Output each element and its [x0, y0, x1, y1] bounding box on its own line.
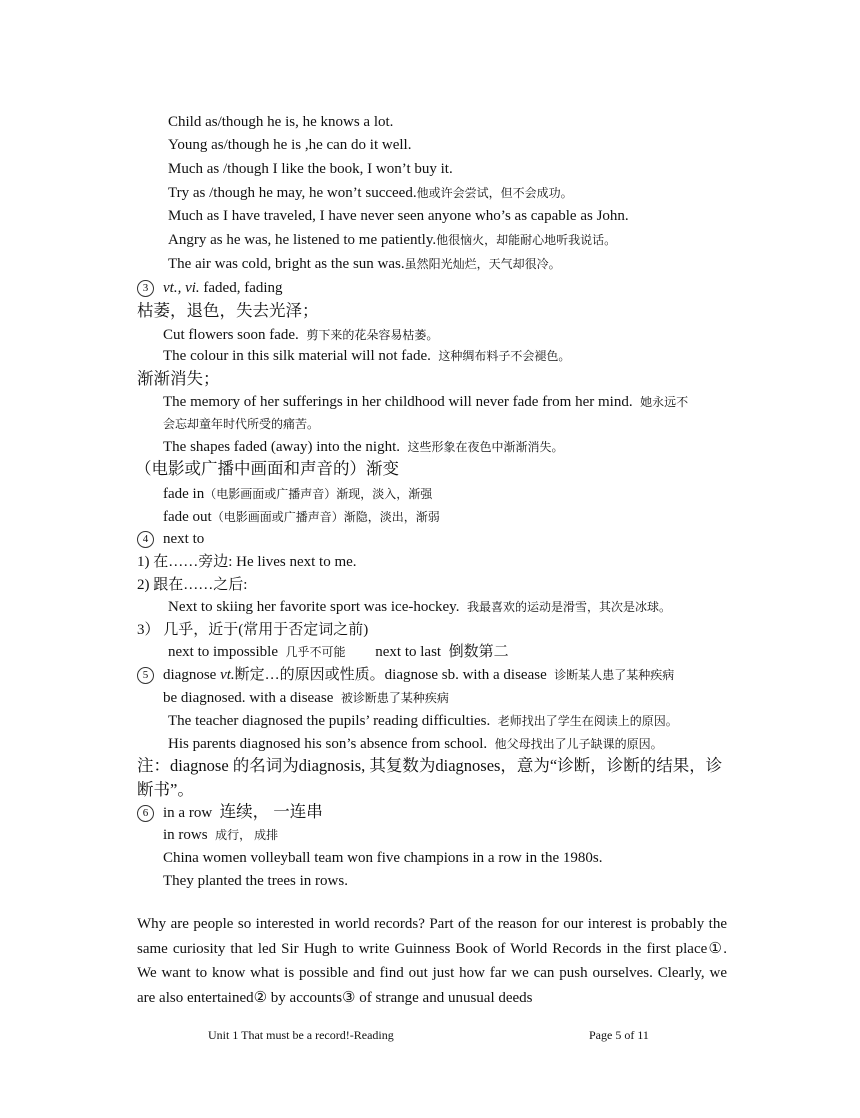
- word-forms: faded, fading: [199, 280, 283, 296]
- example-cn: 这种绸布料子不会褪色。: [438, 349, 571, 363]
- example-line: [168, 183, 573, 203]
- item-6-heading: [137, 802, 323, 823]
- sense-heading: （电影或广播中画面和声音的）渐变: [135, 459, 399, 478]
- example-line: Child as/though he is, he knows a lot.: [168, 114, 394, 130]
- example-line: [168, 734, 663, 754]
- example-cn: 倒数第二: [448, 644, 509, 660]
- item-4-heading: [137, 529, 204, 549]
- example-cn: 几乎不可能: [285, 645, 346, 659]
- example-en: The teacher diagnosed the pupils’ reading difficulties.: [168, 713, 491, 729]
- example-cn: 虽然阳光灿烂，天气却很冷。: [404, 257, 561, 271]
- example-en: Try as /though he may, he won’t succeed.: [168, 185, 417, 201]
- part-of-speech: vt., vi.: [163, 280, 200, 296]
- usage-cn: 诊断某人患了某种疾病: [554, 668, 675, 682]
- phrase-en: fade out: [163, 509, 212, 525]
- phrase-cn: 成行， 成排: [215, 828, 279, 842]
- usage-line: [163, 688, 449, 708]
- example-en: Cut flowers soon fade.: [163, 327, 299, 343]
- example-line: [168, 254, 561, 274]
- phrase-line: [163, 484, 432, 504]
- sense-heading: 枯萎，退色，失去光泽；: [137, 301, 319, 320]
- phrase-cn: （电影画面或广播声音）渐隐，淡出，渐弱: [211, 510, 440, 524]
- phrase-cn: 连续， 一连串: [219, 802, 323, 821]
- phrase-en: fade in: [163, 486, 205, 502]
- example-cn: 老师找出了学生在阅读上的原因。: [497, 714, 678, 728]
- example-line: [168, 230, 616, 250]
- usage: diagnose sb. with a disease: [384, 667, 547, 683]
- footer-title: Unit 1 That must be a record!-Reading: [208, 1028, 394, 1042]
- usage-cn: 被诊断患了某种疾病: [340, 691, 449, 705]
- example-cn: 剪下来的花朵容易枯萎。: [306, 328, 439, 342]
- note-line: 断书”。: [137, 780, 194, 799]
- example-line: Much as /though I like the book, I won’t buy it.: [168, 161, 453, 177]
- phrase-line: [163, 507, 440, 527]
- example-cn: 她永远不: [640, 395, 689, 409]
- example-en: The shapes faded (away) into the night.: [163, 439, 401, 455]
- example-en: The colour in this silk material will not fade.: [163, 348, 431, 364]
- circled-number: 6: [137, 805, 154, 822]
- sense-heading: 渐渐消失；: [137, 369, 220, 388]
- phrase: in a row: [163, 805, 213, 821]
- example-line: [168, 597, 671, 617]
- item-5-heading: [137, 665, 674, 685]
- reading-paragraph: Why are people so interested in world records? Part of the reason for our interest is probably the same curiosity that led Sir Hugh to write Guinness Book of World Records in the first place①. We want to know what is possible and find out just how far we can push ourselves. Clearly, we are also entertained② by accounts③ of strange and unusual deeds: [137, 916, 727, 1006]
- circled-number: 5: [137, 667, 154, 684]
- circled-number: 4: [137, 531, 154, 548]
- example-line: They planted the trees in rows.: [163, 873, 348, 889]
- sense-line: 2) 跟在……之后:: [137, 577, 248, 593]
- example-cn: 他父母找出了儿子缺课的原因。: [494, 737, 663, 751]
- sense-line: 1) 在……旁边: He lives next to me.: [137, 554, 357, 570]
- page-number: Page 5 of 11: [589, 1028, 649, 1042]
- part-of-speech: vt.: [220, 667, 235, 683]
- example-en: His parents diagnosed his son’s absence from school.: [168, 736, 488, 752]
- example-line: [168, 642, 509, 662]
- example-cn: 我最喜欢的运动是滑雪，其次是冰球。: [466, 600, 671, 614]
- example-cn: 他或许会尝试，但不会成功。: [416, 186, 573, 200]
- example-en: next to last: [375, 644, 442, 660]
- example-en: Next to skiing her favorite sport was ice-hockey.: [168, 599, 460, 615]
- headword: diagnose: [163, 667, 221, 683]
- note-line: 注：diagnose 的名词为diagnosis, 其复数为diagnoses，意为“诊断，诊断的结果，诊: [137, 756, 723, 775]
- example-line: [163, 325, 438, 345]
- example-en: next to impossible: [168, 644, 278, 660]
- example-en: Angry as he was, he listened to me patiently.: [168, 232, 437, 248]
- phrase-cn: （电影画面或广播声音）渐现，淡入，渐强: [204, 487, 433, 501]
- example-line: [168, 711, 678, 731]
- example-line: China women volleyball team won five champions in a row in the 1980s.: [163, 850, 603, 866]
- phrase-en: in rows: [163, 827, 208, 843]
- definition: 断定…的原因或性质。: [234, 667, 385, 683]
- example-cn: 他很恼火，却能耐心地听我说话。: [436, 233, 617, 247]
- phrase: next to: [163, 531, 205, 547]
- example-en: The air was cold, bright as the sun was.: [168, 256, 405, 272]
- example-en: The memory of her sufferings in her childhood will never fade from her mind.: [163, 394, 633, 410]
- usage: be diagnosed. with a disease: [163, 690, 334, 706]
- example-line: Young as/though he is ,he can do it well.: [168, 137, 412, 153]
- circled-number: 3: [137, 280, 154, 297]
- example-cn-continued: 会忘却童年时代所受的痛苦。: [163, 417, 320, 431]
- example-line: [163, 392, 688, 412]
- sense-line: 3） 几乎，近于(常用于否定词之前): [137, 622, 369, 638]
- item-3-heading: [137, 278, 283, 298]
- example-line: [163, 437, 564, 457]
- example-line: [163, 346, 570, 366]
- phrase-line: [163, 825, 278, 845]
- example-cn: 这些形象在夜色中渐渐消失。: [407, 440, 564, 454]
- example-line: Much as I have traveled, I have never seen anyone who’s as capable as John.: [168, 208, 629, 224]
